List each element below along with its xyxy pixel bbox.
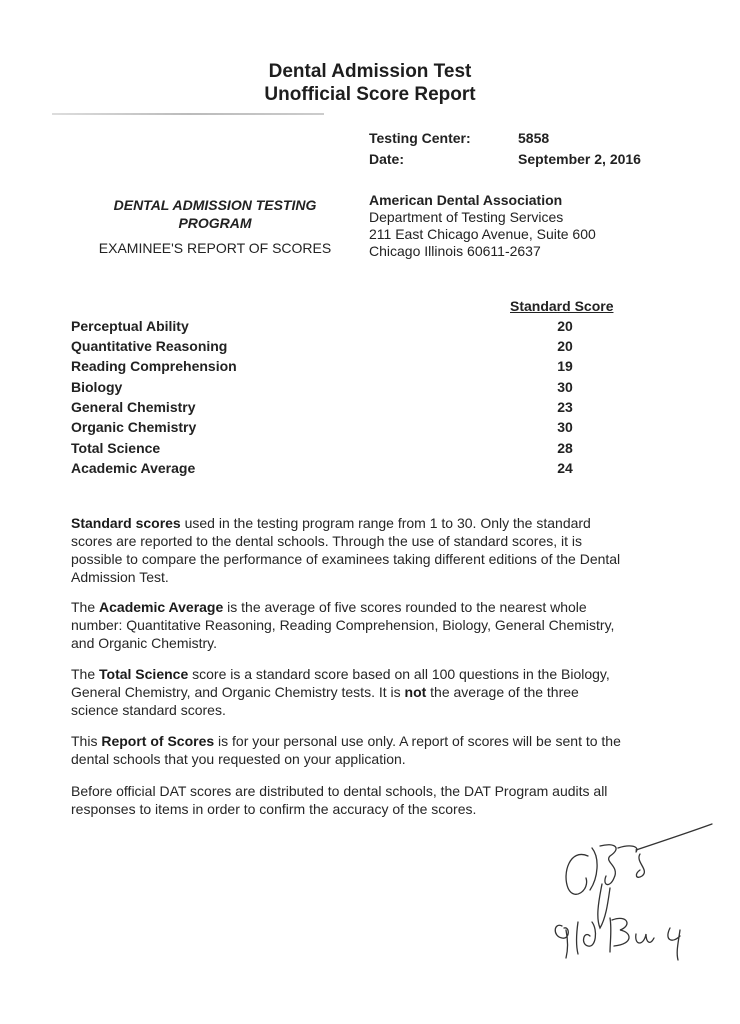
program-name-line2: PROGRAM — [178, 215, 252, 231]
text: possible to compare the performance of examinees taking different editions of the Dental — [71, 551, 621, 567]
text: scores are reported to the dental schools. Through the use of standard scores, it is — [71, 533, 583, 549]
bold-term: not — [404, 684, 427, 700]
score-value: 24 — [557, 460, 573, 476]
address-city: Chicago Illinois 60611-2637 — [369, 243, 541, 259]
bold-term: Report of Scores — [101, 733, 215, 749]
date-value: September 2, 2016 — [518, 151, 641, 167]
standard-score-header: Standard Score — [510, 298, 614, 314]
report-subtitle: Unofficial Score Report — [264, 84, 476, 105]
text: General Chemistry, and Organic Chemistry tests. It is — [71, 684, 405, 700]
text: The — [71, 599, 100, 615]
program-subtitle: EXAMINEE'S REPORT OF SCORES — [98, 240, 332, 256]
text: score is a standard score based on all 100 questions in the Biology, — [188, 666, 610, 682]
text: the average of the three — [426, 684, 579, 700]
date-label: Date: — [369, 151, 405, 167]
score-row — [71, 338, 631, 358]
text: and Organic Chemistry. — [71, 635, 218, 651]
score-value: 23 — [557, 399, 573, 415]
program-block — [80, 196, 350, 256]
paragraph-report-of-scores — [71, 732, 671, 768]
paragraph-standard-scores — [71, 514, 671, 586]
score-label: Quantitative Reasoning — [71, 338, 228, 354]
text: number: Quantitative Reasoning, Reading Comprehension, Biology, General Chemistry, — [71, 617, 615, 633]
score-label: Total Science — [71, 440, 161, 456]
score-value: 30 — [557, 379, 573, 395]
paragraph-total-science — [71, 665, 671, 719]
address-department: Department of Testing Services — [369, 209, 564, 225]
score-label: General Chemistry — [71, 399, 196, 415]
score-row — [71, 460, 631, 480]
text: responses to items in order to confirm the accuracy of the scores. — [71, 801, 477, 817]
bold-term: Academic Average — [99, 599, 224, 615]
testing-center-value: 5858 — [518, 130, 550, 146]
score-label: Biology — [71, 379, 123, 395]
score-row — [71, 419, 631, 439]
address-street: 211 East Chicago Avenue, Suite 600 — [369, 226, 596, 242]
address-block — [369, 192, 596, 260]
text: Admission Test. — [71, 569, 169, 585]
text: science standard scores. — [71, 702, 226, 718]
report-title: Dental Admission Test — [268, 61, 472, 82]
score-value: 19 — [557, 358, 573, 374]
score-label: Academic Average — [71, 460, 196, 476]
score-row — [71, 318, 631, 338]
score-label: Reading Comprehension — [71, 358, 237, 374]
handwritten-signature — [540, 818, 730, 968]
bold-term: Total Science — [99, 666, 189, 682]
score-row — [71, 358, 631, 378]
address-organization: American Dental Association — [369, 192, 563, 208]
score-value: 20 — [557, 338, 573, 354]
score-value: 20 — [557, 318, 573, 334]
text: is the average of five scores rounded to the nearest whole — [223, 599, 587, 615]
score-label: Organic Chemistry — [71, 419, 197, 435]
text: Before official DAT scores are distributed to dental schools, the DAT Program audits all — [71, 783, 608, 799]
header-divider — [52, 113, 324, 115]
paragraph-academic-average — [71, 598, 671, 652]
text: The — [71, 666, 100, 682]
text: dental schools that you requested on your application. — [71, 751, 406, 767]
score-label: Perceptual Ability — [71, 318, 189, 334]
program-name-line1: DENTAL ADMISSION TESTING — [113, 197, 317, 213]
text: is for your personal use only. A report of scores will be sent to the — [214, 733, 621, 749]
paragraph-audit — [71, 782, 671, 818]
testing-center-label: Testing Center: — [369, 130, 471, 146]
score-value: 28 — [557, 440, 573, 456]
text: used in the testing program range from 1 to 30. Only the standard — [180, 515, 591, 531]
bold-term: Standard scores — [71, 515, 181, 531]
score-row — [71, 399, 631, 419]
score-row — [71, 379, 631, 399]
score-value: 30 — [557, 419, 573, 435]
text: This — [71, 733, 102, 749]
score-row — [71, 440, 631, 460]
